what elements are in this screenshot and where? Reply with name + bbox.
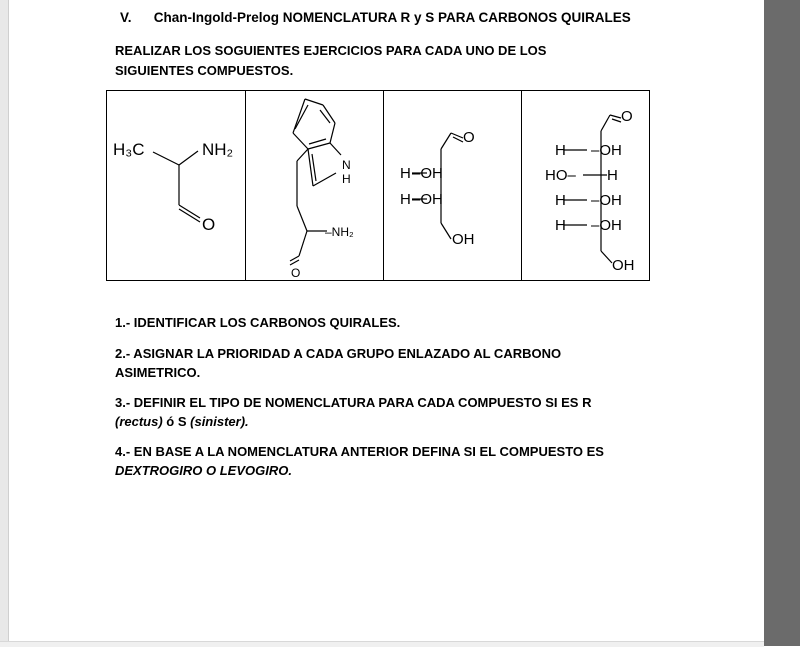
section-heading [120, 10, 631, 25]
question-2-line-2: ASIMETRICO. [115, 365, 201, 380]
molecule-3-structure [383, 91, 521, 280]
molecule-3-hydroxyl-2-label: –OH [412, 191, 443, 208]
viewer-right-gutter [764, 0, 800, 646]
instruction-line-2: SIGUIENTES COMPUESTOS. [115, 63, 294, 78]
instructions [115, 41, 635, 81]
question-3-line-1: 3.- DEFINIR EL TIPO DE NOMENCLATURA PARA CADA COMPUESTO SI ES R [115, 395, 592, 410]
molecule-3-hydrogen-1-label: H [400, 165, 411, 182]
question-3-rectus: (rectus) [115, 414, 163, 429]
page-bottom-strip [0, 641, 764, 647]
question-2-line-1: 2.- ASIGNAR LA PRIORIDAD A CADA GRUPO ENLAZADO AL CARBONO [115, 346, 562, 361]
page-left-border [0, 0, 9, 646]
molecule-2-oxygen-label: O [291, 266, 301, 280]
molecule-2-hydrogen-label: H [342, 172, 351, 186]
molecule-4-row-3-left-label: H [555, 192, 566, 209]
molecule-4-row-4-left-label: H [555, 217, 566, 234]
question-3-sinister: (sinister). [190, 414, 249, 429]
molecule-3-hydroxyl-3-label: OH [452, 231, 475, 248]
question-4 [115, 442, 675, 480]
molecule-4-row-3-right-label: –OH [591, 192, 622, 209]
section-title: Chan-Ingold-Prelog NOMENCLATURA R y S PARA CARBONOS QUIRALES [153, 10, 631, 25]
molecule-cell-4 [521, 91, 649, 280]
molecule-cell-2 [245, 91, 384, 280]
molecule-2-amine-label: –NH₂ [325, 225, 354, 239]
molecule-1-oxygen-label: O [202, 215, 216, 234]
molecule-3-hydroxyl-1-label: –OH [412, 165, 443, 182]
question-3 [115, 393, 675, 431]
question-4-line-2 [115, 461, 675, 480]
molecule-4-row-2-right-label: H [607, 167, 618, 184]
molecule-4-bottom-hydroxyl-label: OH [612, 257, 635, 274]
question-3-conjunction: ó S [162, 414, 191, 429]
molecule-1-structure [107, 91, 245, 280]
question-4-emphasis: DEXTROGIRO O LEVOGIRO. [115, 463, 292, 478]
molecule-4-row-2-left-label: HO– [545, 167, 576, 184]
molecule-4-row-4-right-label: –OH [591, 217, 622, 234]
instruction-line-1: REALIZAR LOS SOGUIENTES EJERCICIOS PARA CADA UNO DE LOS [115, 43, 547, 58]
question-4-line-1: 4.- EN BASE A LA NOMENCLATURA ANTERIOR DEFINA SI EL COMPUESTO ES [115, 444, 604, 459]
molecule-2-structure [245, 91, 383, 280]
molecule-4-row-1-right-label: –OH [591, 142, 622, 159]
question-1 [115, 313, 675, 332]
molecule-3-hydrogen-2-label: H [400, 191, 411, 208]
molecule-cell-3 [383, 91, 522, 280]
molecule-4-structure [521, 91, 649, 280]
molecule-1-methyl-label: H₃C [113, 140, 145, 159]
molecule-cell-1 [107, 91, 246, 280]
molecule-table [106, 90, 650, 281]
question-3-line-2 [115, 412, 675, 431]
molecule-4-oxygen-label: O [621, 108, 633, 125]
question-1-text: 1.- IDENTIFICAR LOS CARBONOS QUIRALES. [115, 315, 401, 330]
molecule-4-row-1-left-label: H [555, 142, 566, 159]
molecule-1-amine-label: NH₂ [202, 140, 234, 159]
molecule-3-oxygen-label: O [463, 129, 475, 146]
section-number: V. [120, 10, 132, 25]
molecule-2-nitrogen-label: N [342, 158, 351, 172]
question-2 [115, 344, 675, 382]
